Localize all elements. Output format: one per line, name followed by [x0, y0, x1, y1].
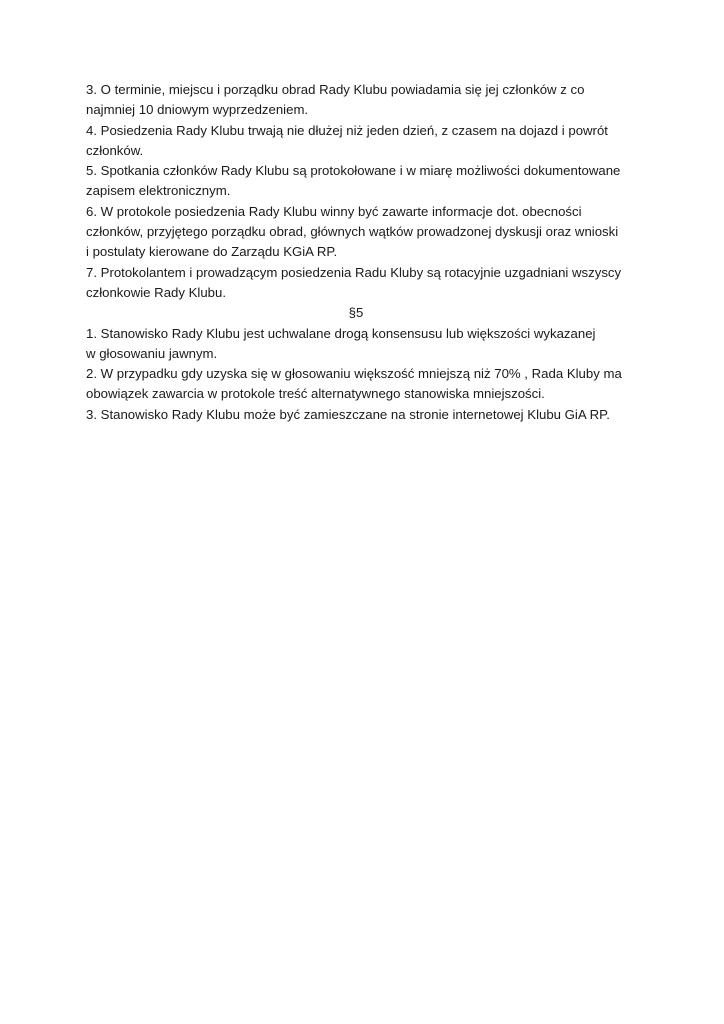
section-5-heading: §5 [348, 305, 364, 321]
text-line: 5. Spotkania członków Rady Klubu są protokołowane i w miarę możliwości dokumentowane [86, 163, 621, 179]
text-line: i postulaty kierowane do Zarządu KGiA RP. [86, 244, 338, 260]
paragraph-item-6 [86, 202, 646, 263]
paragraph-item-4 [86, 121, 646, 162]
paragraph-item-7 [86, 263, 646, 304]
document-page [86, 80, 646, 425]
text-line: zapisem elektronicznym. [86, 183, 231, 199]
paragraph-item-1 [86, 324, 646, 365]
text-line: członków, przyjętego porządku obrad, głównych wątków prowadzonej dyskusji oraz wnioski [86, 224, 619, 240]
text-line: 7. Protokolantem i prowadzącym posiedzenia Radu Kluby są rotacyjnie uzgadniani wszyscy [86, 264, 622, 280]
text-line: najmniej 10 dniowym wyprzedzeniem. [86, 102, 309, 118]
text-line: członkowie Rady Klubu. [86, 284, 227, 300]
text-line: 2. W przypadku gdy uzyska się w głosowaniu większość mniejszą niż 70% , Rada Kluby ma [86, 366, 622, 382]
text-line: członków. [86, 142, 144, 158]
paragraph-item-5 [86, 161, 646, 202]
text-line: w głosowaniu jawnym. [86, 345, 218, 361]
text-line: obowiązek zawarcia w protokole treść alternatywnego stanowiska mniejszości. [86, 386, 545, 402]
paragraph-item-3 [86, 80, 646, 121]
section-5 [86, 324, 646, 425]
text-line: 3. O terminie, miejscu i porządku obrad Rady Klubu powiadamia się jej członków z co [86, 82, 585, 97]
text-line: 3. Stanowisko Rady Klubu może być zamieszczane na stronie internetowej Klubu GiA RP. [86, 406, 610, 422]
text-line: 1. Stanowisko Rady Klubu jest uchwalane drogą konsensusu lub większości wykazanej [86, 325, 596, 341]
text-line: 6. W protokole posiedzenia Rady Klubu winny być zawarte informacje dot. obecności [86, 203, 582, 219]
text-line: 4. Posiedzenia Rady Klubu trwają nie dłużej niż jeden dzień, z czasem na dojazd i powrót [86, 122, 608, 138]
paragraph-item-2 [86, 364, 646, 405]
paragraph-item-3 [86, 405, 646, 425]
section-4-continued [86, 80, 646, 303]
